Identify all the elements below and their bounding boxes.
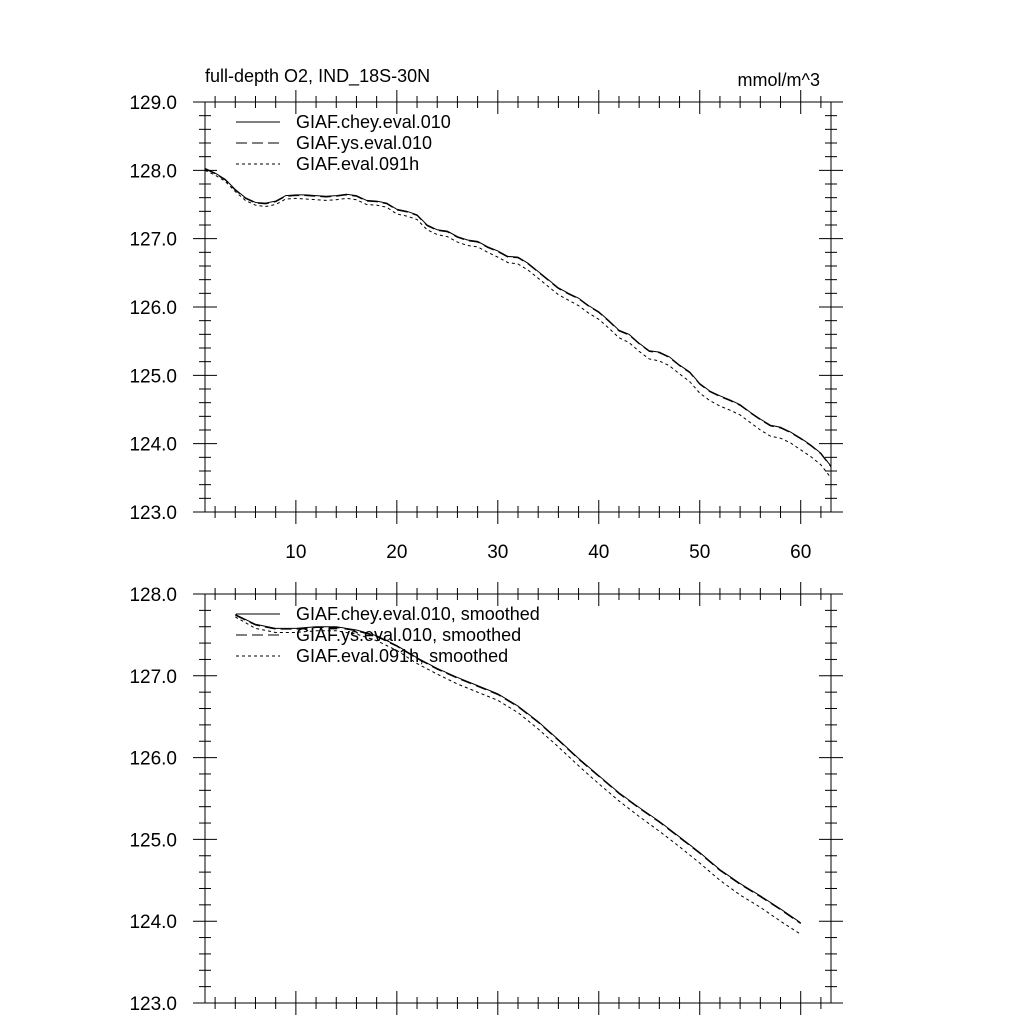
y-tick-label: 126.0 [129, 298, 177, 319]
x-tick-label: 60 [790, 542, 812, 563]
legend-label-1: GIAF.ys.eval.010 [296, 133, 433, 153]
y-tick-label: 127.0 [129, 666, 177, 688]
x-tick-label: 20 [386, 542, 408, 563]
legend-label-1: GIAF.ys.eval.010, smoothed [296, 625, 522, 645]
x-tick-label: 50 [689, 542, 711, 563]
x-tick-label: 30 [487, 542, 509, 563]
y-tick-label: 123.0 [129, 503, 177, 524]
series-line-1 [205, 169, 831, 467]
y-tick-label: 128.0 [129, 161, 177, 183]
y-tick-label: 129.0 [129, 93, 177, 114]
units-label: mmol/m^3 [737, 70, 820, 90]
y-tick-label: 125.0 [129, 830, 177, 852]
x-tick-label: 10 [285, 542, 307, 563]
y-tick-label: 128.0 [129, 585, 177, 606]
y-tick-label: 125.0 [129, 366, 177, 388]
series-line-2 [205, 170, 831, 478]
legend-label-2: GIAF.eval.091h, smoothed [296, 646, 509, 666]
y-tick-label: 124.0 [129, 912, 177, 934]
y-tick-label: 124.0 [129, 434, 177, 456]
series-line-0 [205, 168, 831, 466]
legend-label-0: GIAF.chey.eval.010, smoothed [296, 604, 540, 624]
bottom-panel [129, 582, 843, 1015]
legend-label-2: GIAF.eval.091h [296, 154, 420, 174]
y-tick-label: 127.0 [129, 229, 177, 251]
y-tick-label: 123.0 [129, 994, 177, 1015]
x-tick-label: 40 [588, 542, 610, 563]
y-tick-label: 126.0 [129, 748, 177, 770]
legend-label-0: GIAF.chey.eval.010 [296, 112, 451, 132]
chart-title: full-depth O2, IND_18S-30N [205, 66, 431, 86]
top-panel [129, 66, 843, 563]
